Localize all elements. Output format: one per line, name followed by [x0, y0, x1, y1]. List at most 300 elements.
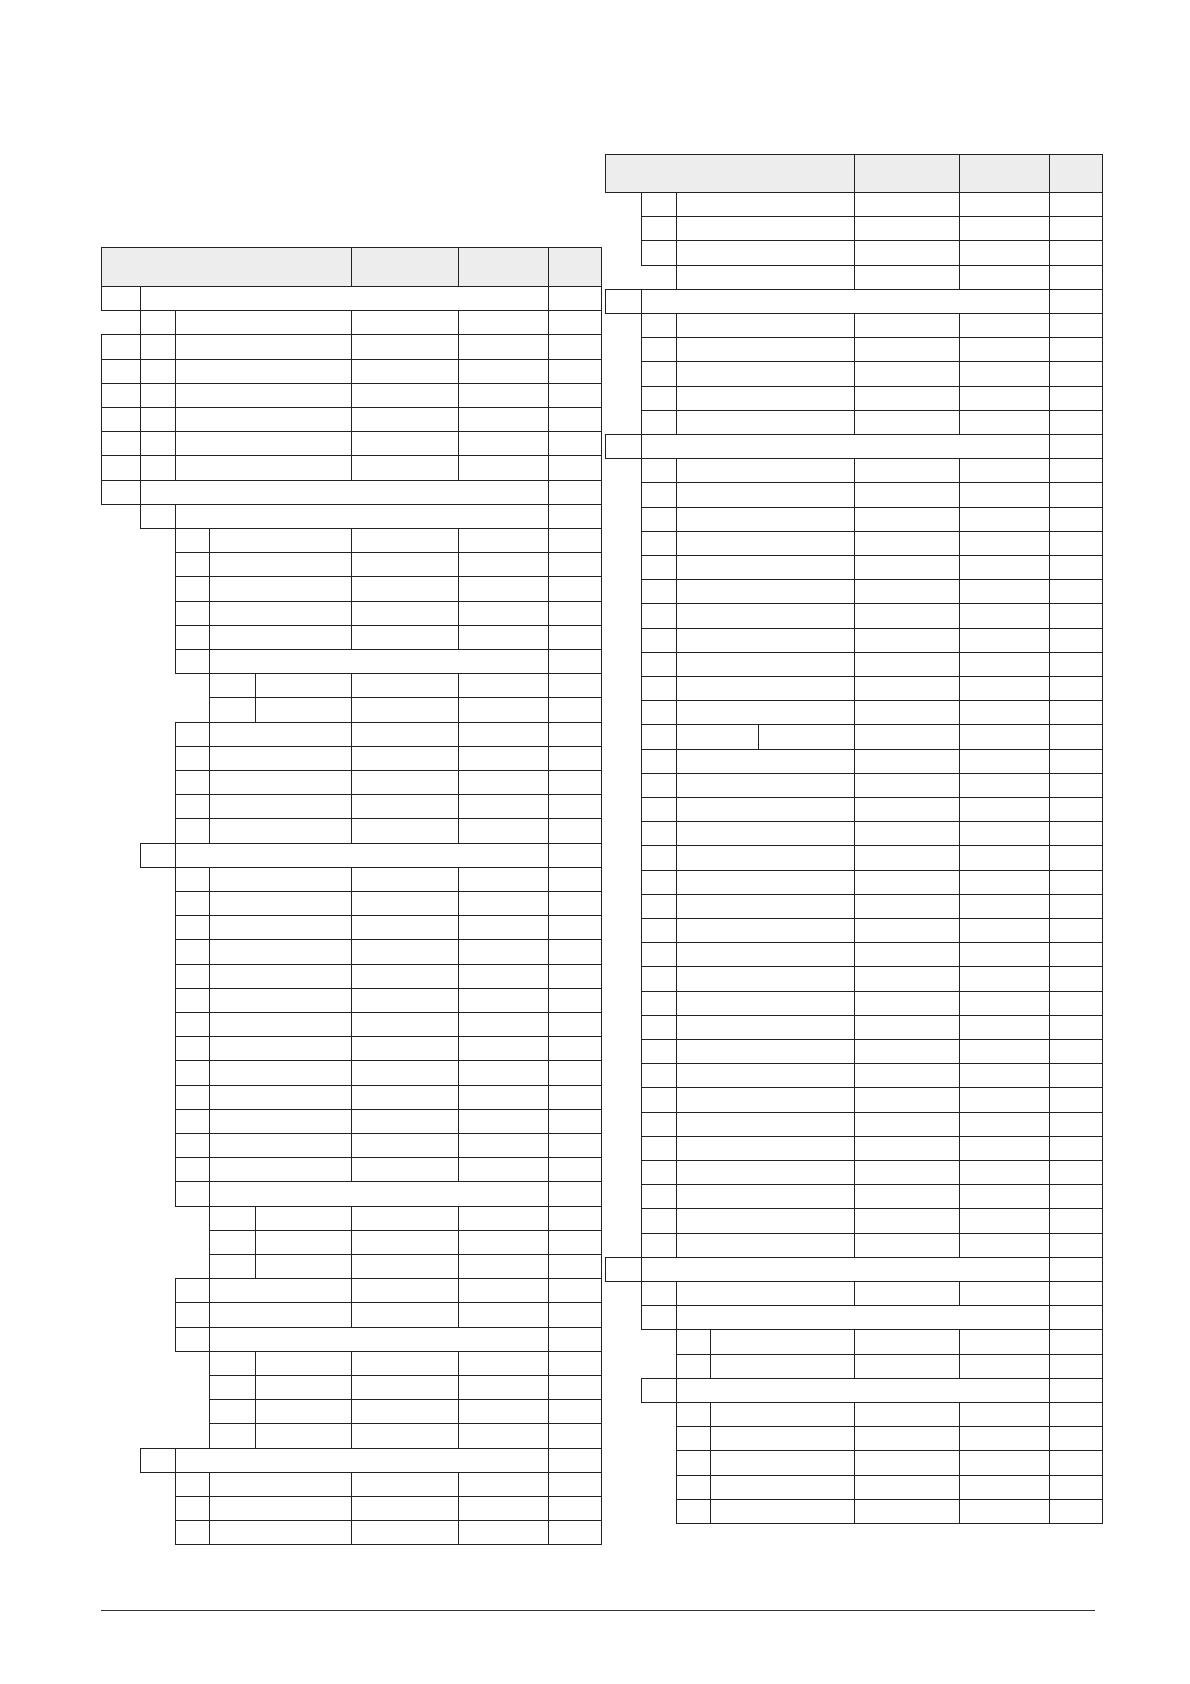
left-table-header-col-3 — [548, 247, 602, 287]
left-table-row-value-cell — [351, 964, 459, 989]
right-table-row-value-cell — [959, 797, 1050, 822]
left-table-row-value-cell — [548, 383, 602, 408]
left-table-row-value-cell — [351, 939, 459, 965]
left-table-row-value-cell — [548, 431, 602, 456]
right-table-row-description — [710, 1354, 855, 1379]
right-table-row-value-cell — [959, 1112, 1050, 1137]
left-table-row-group-label — [175, 1448, 549, 1473]
right-table-row-value-cell — [959, 1136, 1050, 1161]
left-table-row-value-cell — [548, 915, 602, 940]
left-table-row-value-cell — [458, 1399, 549, 1424]
right-table-row-index-cell — [605, 434, 642, 459]
right-table-row-index-cell — [605, 1257, 642, 1282]
right-table-row-value-cell — [1049, 676, 1103, 701]
right-table-row-value-cell — [1049, 724, 1103, 750]
right-table-header-col-2 — [959, 154, 1050, 193]
right-table-row-index-cell — [641, 410, 677, 435]
right-table-row-value-cell — [1049, 434, 1103, 459]
right-table-row-description — [676, 821, 855, 846]
left-table-row-index-cell — [209, 1375, 256, 1400]
left-table-row-value-cell — [548, 770, 602, 795]
right-table-row-value-cell — [854, 700, 960, 725]
right-table-row-value-cell — [959, 1475, 1050, 1500]
footer-divider — [101, 1610, 1095, 1611]
left-table-row-value-cell — [351, 1278, 459, 1303]
right-table-row-value-cell — [1049, 773, 1103, 798]
right-table-row-value-cell — [854, 676, 960, 701]
left-table-row-value-cell — [458, 722, 549, 747]
right-table-row-index-cell — [676, 1450, 711, 1476]
right-table-row-index-cell — [676, 1329, 711, 1355]
right-table-row-value-cell — [1049, 265, 1103, 290]
left-table-row-description — [209, 552, 352, 577]
right-table-row-value-cell — [854, 1136, 960, 1161]
right-table-row-description — [676, 652, 855, 677]
left-table-row-value-cell — [458, 1472, 549, 1497]
left-table-row-value-cell — [548, 1520, 602, 1545]
left-table-row-description — [175, 455, 352, 481]
left-table-row-value-cell — [351, 528, 459, 553]
left-table-row-value-cell — [458, 1423, 549, 1449]
right-table-row-value-cell — [959, 821, 1050, 846]
right-table-row-value-cell — [1049, 531, 1103, 556]
right-table-row-value-cell — [959, 531, 1050, 556]
left-table-row-value-cell — [351, 1302, 459, 1328]
right-table-row-group-label — [676, 1378, 1050, 1403]
right-table-row-index-cell — [676, 1499, 711, 1524]
right-table-row-value-cell — [959, 482, 1050, 508]
right-table-row-value-cell — [1049, 579, 1103, 604]
right-table-row-value-cell — [854, 507, 960, 532]
left-table-row-value-cell — [351, 601, 459, 626]
left-table-row-value-cell — [458, 334, 549, 360]
left-table-row-index-cell — [209, 697, 256, 723]
right-table-row-value-cell — [959, 313, 1050, 338]
left-table-row-description — [209, 988, 352, 1013]
left-table-row-value-cell — [458, 1254, 549, 1279]
left-table-row-value-cell — [351, 383, 459, 408]
right-table-row-description — [676, 410, 855, 435]
left-table-row-group-label — [209, 1181, 549, 1207]
left-table-row-value-cell — [548, 818, 602, 844]
right-table-row-value-cell — [1049, 1208, 1103, 1234]
right-table-row-index-cell — [641, 482, 677, 508]
right-table-row-value-cell — [854, 652, 960, 677]
left-table-row-value-cell — [548, 1157, 602, 1182]
left-table-row-value-cell — [351, 1109, 459, 1134]
right-table-row-value-cell — [1049, 1112, 1103, 1137]
left-table-row-value-cell — [458, 746, 549, 771]
left-table-row-value-cell — [351, 1472, 459, 1497]
left-table-row-value-cell — [351, 794, 459, 819]
left-table-row-index-cell — [140, 407, 176, 432]
left-table-row-description — [175, 407, 352, 432]
left-table-row-value-cell — [548, 722, 602, 747]
left-table-row-description — [255, 1375, 352, 1400]
left-table-row-value-cell — [548, 407, 602, 432]
right-table-row-value-cell — [854, 458, 960, 483]
left-table-row-value-cell — [548, 334, 602, 360]
right-table-row-index-cell — [676, 1402, 711, 1427]
left-table-row-value-cell — [458, 1496, 549, 1521]
right-table-row-index-cell — [641, 1305, 677, 1330]
right-table-header-col-3 — [1049, 154, 1103, 193]
right-table-row-description — [710, 1402, 855, 1427]
right-table-row-value-cell — [959, 700, 1050, 725]
left-table-row-group-label — [140, 286, 549, 311]
right-table-header-description — [605, 154, 855, 193]
right-table-row-index-cell — [641, 821, 677, 846]
left-table-row-index-cell — [101, 334, 141, 360]
right-table-row-value-cell — [854, 1184, 960, 1209]
left-table-row-index-cell — [175, 1472, 210, 1497]
right-table-row-value-cell — [1049, 361, 1103, 387]
right-table-row-description — [676, 265, 855, 290]
left-table-row-description — [209, 625, 352, 650]
right-table-row-value-cell — [854, 991, 960, 1016]
right-table-row-value-cell — [959, 676, 1050, 701]
right-table-row-value-cell — [1049, 507, 1103, 532]
left-table-row-index-cell — [175, 1157, 210, 1182]
right-table-row-value-cell — [854, 531, 960, 556]
left-table-row-index-cell — [175, 818, 210, 844]
left-table-row-value-cell — [351, 576, 459, 602]
left-table-row-value-cell — [548, 1012, 602, 1037]
left-table-row-value-cell — [351, 455, 459, 481]
right-table-row-value-cell — [959, 942, 1050, 967]
left-table-row-value-cell — [548, 1085, 602, 1110]
left-table-row-value-cell — [351, 1060, 459, 1086]
left-table-row-description — [255, 1399, 352, 1424]
left-table-row-description — [209, 1496, 352, 1521]
right-table-row-value-cell — [959, 1063, 1050, 1088]
left-table-header-col-2 — [458, 247, 549, 287]
right-table-row-value-cell — [1049, 1063, 1103, 1088]
right-table-row-value-cell — [1049, 1087, 1103, 1113]
left-table-row-description — [255, 1254, 352, 1279]
right-table-row-value-cell — [959, 724, 1050, 750]
right-table-row-value-cell — [854, 749, 960, 774]
left-table-row-index-cell — [209, 1206, 256, 1231]
left-table-row-group-label — [175, 843, 549, 868]
right-table-row-value-cell — [959, 410, 1050, 435]
left-table-row-value-cell — [548, 552, 602, 577]
left-table-row-value-cell — [458, 455, 549, 481]
right-table-row-value-cell — [959, 1281, 1050, 1306]
left-table-row-description — [175, 431, 352, 456]
right-table-row-value-cell — [1049, 289, 1103, 314]
right-table-row-description — [676, 458, 855, 483]
left-table-row-description — [255, 1206, 352, 1231]
right-table-row-index-cell — [641, 1281, 677, 1306]
right-table-row-value-cell — [1049, 482, 1103, 508]
right-table-row-value-cell — [1049, 1475, 1103, 1500]
right-table-row-value-cell — [1049, 966, 1103, 992]
left-table-row-value-cell — [458, 915, 549, 940]
right-table-row-value-cell — [1049, 894, 1103, 919]
left-table-row-index-cell — [175, 746, 210, 771]
right-table-row-group-label — [641, 1257, 1050, 1282]
left-table-row-group-label — [209, 649, 549, 674]
left-table-row-index-cell — [209, 673, 256, 698]
right-table-row-value-cell — [854, 942, 960, 967]
right-table-row-index-cell — [641, 797, 677, 822]
left-table-row-value-cell — [458, 625, 549, 650]
right-table-row-description — [710, 1426, 855, 1451]
right-table-row-description — [676, 1112, 855, 1137]
left-table-row-value-cell — [548, 1109, 602, 1134]
left-table-row-value-cell — [351, 867, 459, 892]
left-table-row-index-cell — [175, 1012, 210, 1037]
left-table-row-group-label — [209, 1327, 549, 1352]
left-table-row-value-cell — [548, 673, 602, 698]
left-table-row-group-label — [140, 480, 549, 505]
right-table-row-value-cell — [854, 603, 960, 629]
left-table-row-index-cell — [101, 480, 141, 505]
right-table-row-value-cell — [1049, 628, 1103, 653]
right-table-row-value-cell — [1049, 1039, 1103, 1064]
right-table-row-description — [676, 845, 855, 871]
right-table-row-value-cell — [1049, 1305, 1103, 1330]
left-table-row-value-cell — [351, 1157, 459, 1182]
right-table-row-value-cell — [854, 386, 960, 411]
right-table-row-value-cell — [959, 1329, 1050, 1355]
left-table-row-value-cell — [548, 504, 602, 529]
left-table-row-value-cell — [548, 1375, 602, 1400]
left-table-row-value-cell — [548, 625, 602, 650]
left-table-row-value-cell — [548, 843, 602, 868]
right-table-row-value-cell — [854, 410, 960, 435]
left-table-row-value-cell — [458, 1230, 549, 1255]
left-table-row-description — [209, 1520, 352, 1545]
right-table-row-index-cell — [641, 966, 677, 992]
left-table-row-value-cell — [458, 1109, 549, 1134]
right-table-row-value-cell — [959, 1039, 1050, 1064]
right-table-row-value-cell — [854, 724, 960, 750]
right-table-row-index-cell — [641, 579, 677, 604]
right-table-row-value-cell — [959, 1354, 1050, 1379]
right-table-row-value-cell — [854, 1160, 960, 1185]
left-table-row-value-cell — [351, 697, 459, 723]
left-table-row-value-cell — [458, 1278, 549, 1303]
left-table-row-index-cell — [175, 1496, 210, 1521]
right-table-row-description — [676, 579, 855, 604]
left-table-row-value-cell — [548, 310, 602, 335]
right-table-row-value-cell — [1049, 603, 1103, 629]
left-table-row-value-cell — [458, 431, 549, 456]
right-table-row-value-cell — [854, 845, 960, 871]
left-table-row-value-cell — [458, 383, 549, 408]
right-table-row-value-cell — [854, 240, 960, 266]
right-table-row-index-cell — [641, 192, 677, 217]
left-table-row-value-cell — [351, 722, 459, 747]
left-table-row-description — [209, 1472, 352, 1497]
right-table-row-value-cell — [854, 313, 960, 338]
left-table-row-description — [209, 1085, 352, 1110]
left-table-row-index-cell — [175, 770, 210, 795]
right-table-row-value-cell — [959, 192, 1050, 217]
left-table-row-description — [255, 697, 352, 723]
left-table-row-description — [209, 1133, 352, 1158]
right-table-row-value-cell — [1049, 991, 1103, 1016]
right-table-row-value-cell — [1049, 870, 1103, 895]
right-table-row-value-cell — [854, 966, 960, 992]
right-table-row-value-cell — [959, 1426, 1050, 1451]
right-table-row-value-cell — [1049, 337, 1103, 362]
left-table-row-index-cell — [140, 455, 176, 481]
left-table-row-value-cell — [351, 988, 459, 1013]
right-table-row-value-cell — [854, 918, 960, 943]
right-table-row-value-cell — [854, 1063, 960, 1088]
right-table-row-value-cell — [854, 192, 960, 217]
left-table-row-value-cell — [458, 528, 549, 553]
right-table-row-value-cell — [959, 991, 1050, 1016]
left-table-row-value-cell — [458, 818, 549, 844]
right-table-row-description — [676, 918, 855, 943]
left-table-row-description — [209, 601, 352, 626]
left-table-row-group-label — [175, 504, 549, 529]
left-table-row-value-cell — [548, 1060, 602, 1086]
left-table-row-value-cell — [548, 867, 602, 892]
right-table-row-value-cell — [1049, 1354, 1103, 1379]
left-table-row-value-cell — [548, 1181, 602, 1207]
right-table-row-index-cell — [641, 1208, 677, 1234]
right-table-row-description — [676, 482, 855, 508]
right-table-row-group-label — [641, 289, 1050, 314]
left-table-row-description — [209, 576, 352, 602]
right-table-row-index-cell — [605, 289, 642, 314]
right-table-row-value-cell — [854, 482, 960, 508]
left-table-row-index-cell — [101, 455, 141, 481]
left-table-row-value-cell — [351, 1206, 459, 1231]
right-table-row-value-cell — [854, 797, 960, 822]
left-table-row-value-cell — [458, 1520, 549, 1545]
right-table-row-index-cell — [641, 458, 677, 483]
left-table-row-value-cell — [351, 359, 459, 384]
left-table-row-value-cell — [548, 1302, 602, 1328]
left-table-row-description — [209, 1060, 352, 1086]
left-table-row-index-cell — [140, 383, 176, 408]
right-table-row-index-cell — [641, 361, 677, 387]
right-table-row-value-cell — [959, 845, 1050, 871]
left-table-row-description — [209, 964, 352, 989]
right-table-row-value-cell — [959, 337, 1050, 362]
right-table-row-index-cell — [676, 724, 759, 750]
left-table-row-index-cell — [175, 1302, 210, 1328]
right-table-row-value-cell — [854, 894, 960, 919]
right-table-row-description — [676, 531, 855, 556]
right-table-row-value-cell — [1049, 1281, 1103, 1306]
left-table-row-description — [209, 1012, 352, 1037]
right-table-row-description — [676, 1160, 855, 1185]
right-table-row-description — [676, 361, 855, 387]
left-table-row-value-cell — [351, 552, 459, 577]
right-table-row-index-cell — [641, 603, 677, 629]
left-table-row-index-cell — [209, 1230, 256, 1255]
left-table-row-description — [209, 528, 352, 553]
right-table-row-description — [710, 1499, 855, 1524]
left-table-row-value-cell — [548, 697, 602, 723]
left-table-row-description — [209, 722, 352, 747]
right-table-row-group-label — [641, 434, 1050, 459]
right-table-row-index-cell — [641, 845, 677, 871]
right-table-row-value-cell — [959, 1499, 1050, 1524]
right-table-row-description — [676, 337, 855, 362]
right-table-row-value-cell — [854, 628, 960, 653]
left-table-row-index-cell — [175, 1278, 210, 1303]
left-table-row-index-cell — [209, 1399, 256, 1424]
right-table-row-description — [676, 870, 855, 895]
right-table-row-description — [676, 773, 855, 798]
left-table-row-value-cell — [458, 891, 549, 916]
left-table-row-value-cell — [548, 1036, 602, 1061]
right-table-row-value-cell — [854, 1281, 960, 1306]
left-table-row-value-cell — [351, 1375, 459, 1400]
left-table-row-index-cell — [175, 1085, 210, 1110]
right-table-row-description — [676, 700, 855, 725]
right-table-row-group-label — [676, 1305, 1050, 1330]
left-table-row-index-cell — [175, 601, 210, 626]
right-table-row-value-cell — [854, 1402, 960, 1427]
right-table-row-description — [676, 1208, 855, 1234]
left-table-row-description — [209, 818, 352, 844]
left-table-row-value-cell — [548, 939, 602, 965]
right-table-row-description — [676, 507, 855, 532]
left-table-row-value-cell — [548, 455, 602, 481]
left-table-row-value-cell — [548, 1278, 602, 1303]
left-table-row-description — [175, 359, 352, 384]
right-table-row-value-cell — [959, 1160, 1050, 1185]
right-table-row-description — [676, 1184, 855, 1209]
right-table-row-value-cell — [959, 265, 1050, 290]
right-table-row-index-cell — [641, 773, 677, 798]
right-table-row-value-cell — [959, 966, 1050, 992]
left-table-row-description — [255, 1423, 352, 1449]
right-table-row-value-cell — [854, 361, 960, 387]
left-table-header-col-1 — [351, 247, 459, 287]
right-table-row-description — [676, 676, 855, 701]
left-table-row-value-cell — [548, 286, 602, 311]
right-table-row-description — [676, 1233, 855, 1258]
right-table-row-index-cell — [641, 1160, 677, 1185]
left-table-row-index-cell — [101, 431, 141, 456]
left-table-row-value-cell — [351, 1036, 459, 1061]
right-table-row-value-cell — [1049, 192, 1103, 217]
right-table-row-value-cell — [1049, 313, 1103, 338]
left-table-row-index-cell — [175, 722, 210, 747]
left-table-row-value-cell — [458, 939, 549, 965]
right-table-row-value-cell — [854, 1039, 960, 1064]
right-table-row-value-cell — [1049, 749, 1103, 774]
left-table-row-value-cell — [351, 407, 459, 432]
left-table-row-index-cell — [175, 576, 210, 602]
right-table-row-index-cell — [641, 676, 677, 701]
left-table-row-value-cell — [548, 1351, 602, 1376]
right-table-row-index-cell — [641, 240, 677, 266]
right-table-row-index-cell — [641, 1184, 677, 1209]
right-table-row-description — [676, 240, 855, 266]
left-table-row-description — [209, 939, 352, 965]
left-table-row-value-cell — [548, 1327, 602, 1352]
left-table-row-value-cell — [548, 988, 602, 1013]
right-table-row-value-cell — [959, 628, 1050, 653]
left-table-row-index-cell — [140, 843, 176, 868]
right-table-row-value-cell — [1049, 458, 1103, 483]
left-table-row-index-cell — [140, 1448, 176, 1473]
left-table-row-index-cell — [101, 359, 141, 384]
left-table-row-description — [209, 1278, 352, 1303]
left-table-row-value-cell — [351, 1085, 459, 1110]
